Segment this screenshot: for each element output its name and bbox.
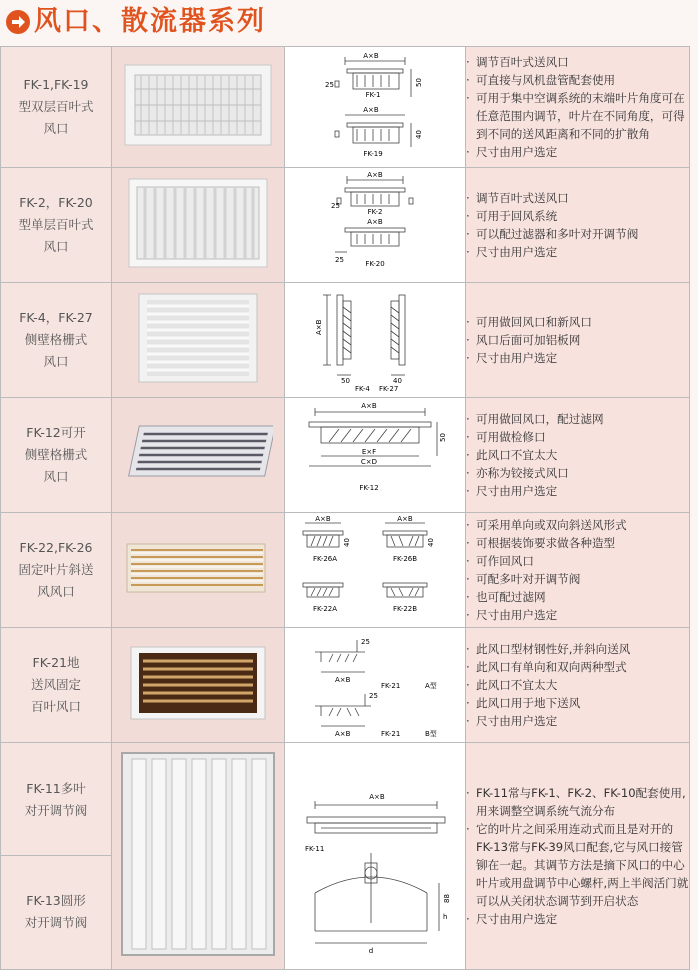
svg-text:50: 50 (415, 78, 423, 87)
svg-text:FK-4: FK-4 (355, 385, 370, 393)
product-name: FK-11多叶 对开调节阀 FK-13圆形 对开调节阀 (1, 743, 112, 970)
product-photo (112, 398, 285, 513)
list-item: · 调节百叶式送风口 (466, 189, 689, 207)
arrow-right-icon (6, 10, 30, 34)
list-item: · FK-11常与FK-1、FK-2、FK-10配套使用,用来调整空调系统气流分布 (466, 784, 689, 820)
table-row (1, 513, 690, 628)
technical-drawing (285, 743, 466, 970)
table-row (1, 628, 690, 743)
svg-text:E×F: E×F (361, 448, 377, 456)
technical-drawing (285, 168, 466, 283)
list-item: · 可用于集中空调系统的末端叶片角度可在任意范围内调节，叶片在不同角度，可得到不同的送风距离和不同的扩散角 (466, 89, 689, 143)
list-item: · 此风口有单向和双向两种型式 (466, 658, 689, 676)
page-title: 风口、散流器系列 (34, 6, 266, 37)
list-item: · 此风口不宜太大 (466, 676, 689, 694)
list-item: · 可用于回风系统 (466, 207, 689, 225)
list-item: · 尺寸由用户选定 (466, 712, 689, 730)
svg-text:40: 40 (343, 538, 351, 547)
product-description (466, 168, 690, 283)
svg-text:FK-2: FK-2 (367, 208, 383, 216)
list-item: · 风口后面可加铝板网 (466, 331, 689, 349)
list-item: · 也可配过滤网 (466, 588, 689, 606)
svg-text:FK-12: FK-12 (359, 484, 379, 492)
grille-image (133, 290, 263, 386)
svg-text:40: 40 (427, 538, 435, 547)
svg-text:25: 25 (331, 202, 340, 210)
product-photo (112, 283, 285, 398)
product-name: FK-22,FK-26 固定叶片斜送 风风口 (1, 513, 112, 628)
list-item: · 可用做回风口和新风口 (466, 313, 689, 331)
svg-text:40: 40 (415, 130, 423, 139)
page-header (0, 0, 698, 44)
product-name: FK-12可开 侧壁格栅式 风口 (1, 398, 112, 513)
table-row (1, 168, 690, 283)
svg-text:A×B: A×B (363, 106, 379, 114)
technical-drawing (285, 47, 466, 168)
product-table (0, 46, 690, 970)
product-photo (112, 513, 285, 628)
table-row (1, 283, 690, 398)
list-item: · 尺寸由用户选定 (466, 482, 689, 500)
list-item: · 可根据装饰要求做各种造型 (466, 534, 689, 552)
list-item: · 可以配过滤器和多叶对开调节阀 (466, 225, 689, 243)
svg-text:FK-26A: FK-26A (312, 555, 338, 563)
product-photo (112, 168, 285, 283)
product-description (466, 628, 690, 743)
technical-drawing (285, 398, 466, 513)
list-item: · 它的叶片之间采用连动式而且是对开的FK-13常与FK-39风口配套,它与风口接管铆在一起。其调节方法是摘下风口的中心叶片或用盘调节中心螺杆,两上半阀活门就可以从关闭状态调节到开启状态 (466, 820, 689, 910)
grille-image (123, 538, 273, 598)
svg-text:FK-19: FK-19 (363, 150, 383, 158)
svg-text:A×B: A×B (363, 52, 379, 60)
svg-text:A×B: A×B (367, 218, 383, 226)
list-item: · 尺寸由用户选定 (466, 606, 689, 624)
list-item: · 此风口型材钢性好,并斜向送风 (466, 640, 689, 658)
table-row (1, 743, 690, 970)
technical-drawing (285, 628, 466, 743)
svg-text:88: 88 (443, 894, 451, 903)
list-item: · 可用做检修口 (466, 428, 689, 446)
svg-text:50: 50 (439, 433, 447, 442)
list-item: · 此风口用于地下送风 (466, 694, 689, 712)
list-item: · 可直接与风机盘管配套使用 (466, 71, 689, 89)
product-description (466, 398, 690, 513)
svg-text:25: 25 (335, 256, 344, 264)
table-row (1, 47, 690, 168)
svg-text:FK-22B: FK-22B (392, 605, 418, 613)
product-name: FK-2，FK-20 型单层百叶式 风口 (1, 168, 112, 283)
product-photo (112, 628, 285, 743)
list-item: · 此风口不宜太大 (466, 446, 689, 464)
svg-text:25: 25 (369, 692, 378, 700)
product-description (466, 743, 690, 970)
svg-text:FK-21: FK-21 (381, 682, 401, 690)
svg-text:A×B: A×B (367, 171, 383, 179)
svg-text:FK-20: FK-20 (365, 260, 385, 268)
technical-drawing (285, 283, 466, 398)
grille-image (123, 643, 273, 723)
svg-text:C×D: C×D (360, 458, 378, 466)
list-item: · 尺寸由用户选定 (466, 349, 689, 367)
svg-text:FK-26B: FK-26B (392, 555, 418, 563)
svg-text:d: d (368, 947, 374, 955)
svg-text:FK-1: FK-1 (365, 91, 381, 99)
product-photo (112, 47, 285, 168)
svg-text:A×B: A×B (335, 730, 351, 738)
svg-text:A×B: A×B (335, 676, 351, 684)
product-photo (112, 743, 285, 970)
svg-text:FK-11: FK-11 (305, 845, 325, 853)
svg-text:h: h (443, 913, 448, 921)
grille-image (123, 418, 273, 488)
list-item: · 可配多叶对开调节阀 (466, 570, 689, 588)
list-item: · 亦称为铰接式风口 (466, 464, 689, 482)
svg-text:25: 25 (361, 638, 370, 646)
list-item: · 尺寸由用户选定 (466, 143, 689, 161)
product-description (466, 283, 690, 398)
list-item: · 可采用单向或双向斜送风形式 (466, 516, 689, 534)
svg-text:A×B: A×B (369, 793, 385, 801)
svg-text:A型: A型 (425, 682, 437, 690)
product-description (466, 513, 690, 628)
list-item: · 可作回风口 (466, 552, 689, 570)
technical-drawing (285, 513, 466, 628)
svg-text:40: 40 (393, 377, 402, 385)
svg-text:FK-27: FK-27 (379, 385, 399, 393)
svg-text:A×B: A×B (315, 515, 331, 523)
svg-text:25: 25 (325, 81, 334, 89)
product-description (466, 47, 690, 168)
list-item: · 尺寸由用户选定 (466, 910, 689, 928)
damper-image (118, 749, 278, 959)
svg-text:FK-22A: FK-22A (312, 605, 338, 613)
svg-text:B型: B型 (425, 730, 437, 738)
product-name: FK-4，FK-27 侧壁格栅式 风口 (1, 283, 112, 398)
product-name: FK-1,FK-19 型双层百叶式 风口 (1, 47, 112, 168)
product-name: FK-21地 送风固定 百叶风口 (1, 628, 112, 743)
list-item: · 调节百叶式送风口 (466, 53, 689, 71)
svg-text:A×B: A×B (397, 515, 413, 523)
svg-text:FK-21: FK-21 (381, 730, 401, 738)
grille-image (123, 175, 273, 271)
list-item: · 尺寸由用户选定 (466, 243, 689, 261)
grille-image (123, 59, 273, 151)
table-row (1, 398, 690, 513)
svg-text:A×B: A×B (315, 319, 323, 335)
svg-text:A×B: A×B (361, 402, 377, 410)
svg-text:50: 50 (341, 377, 350, 385)
list-item: · 可用做回风口，配过滤网 (466, 410, 689, 428)
